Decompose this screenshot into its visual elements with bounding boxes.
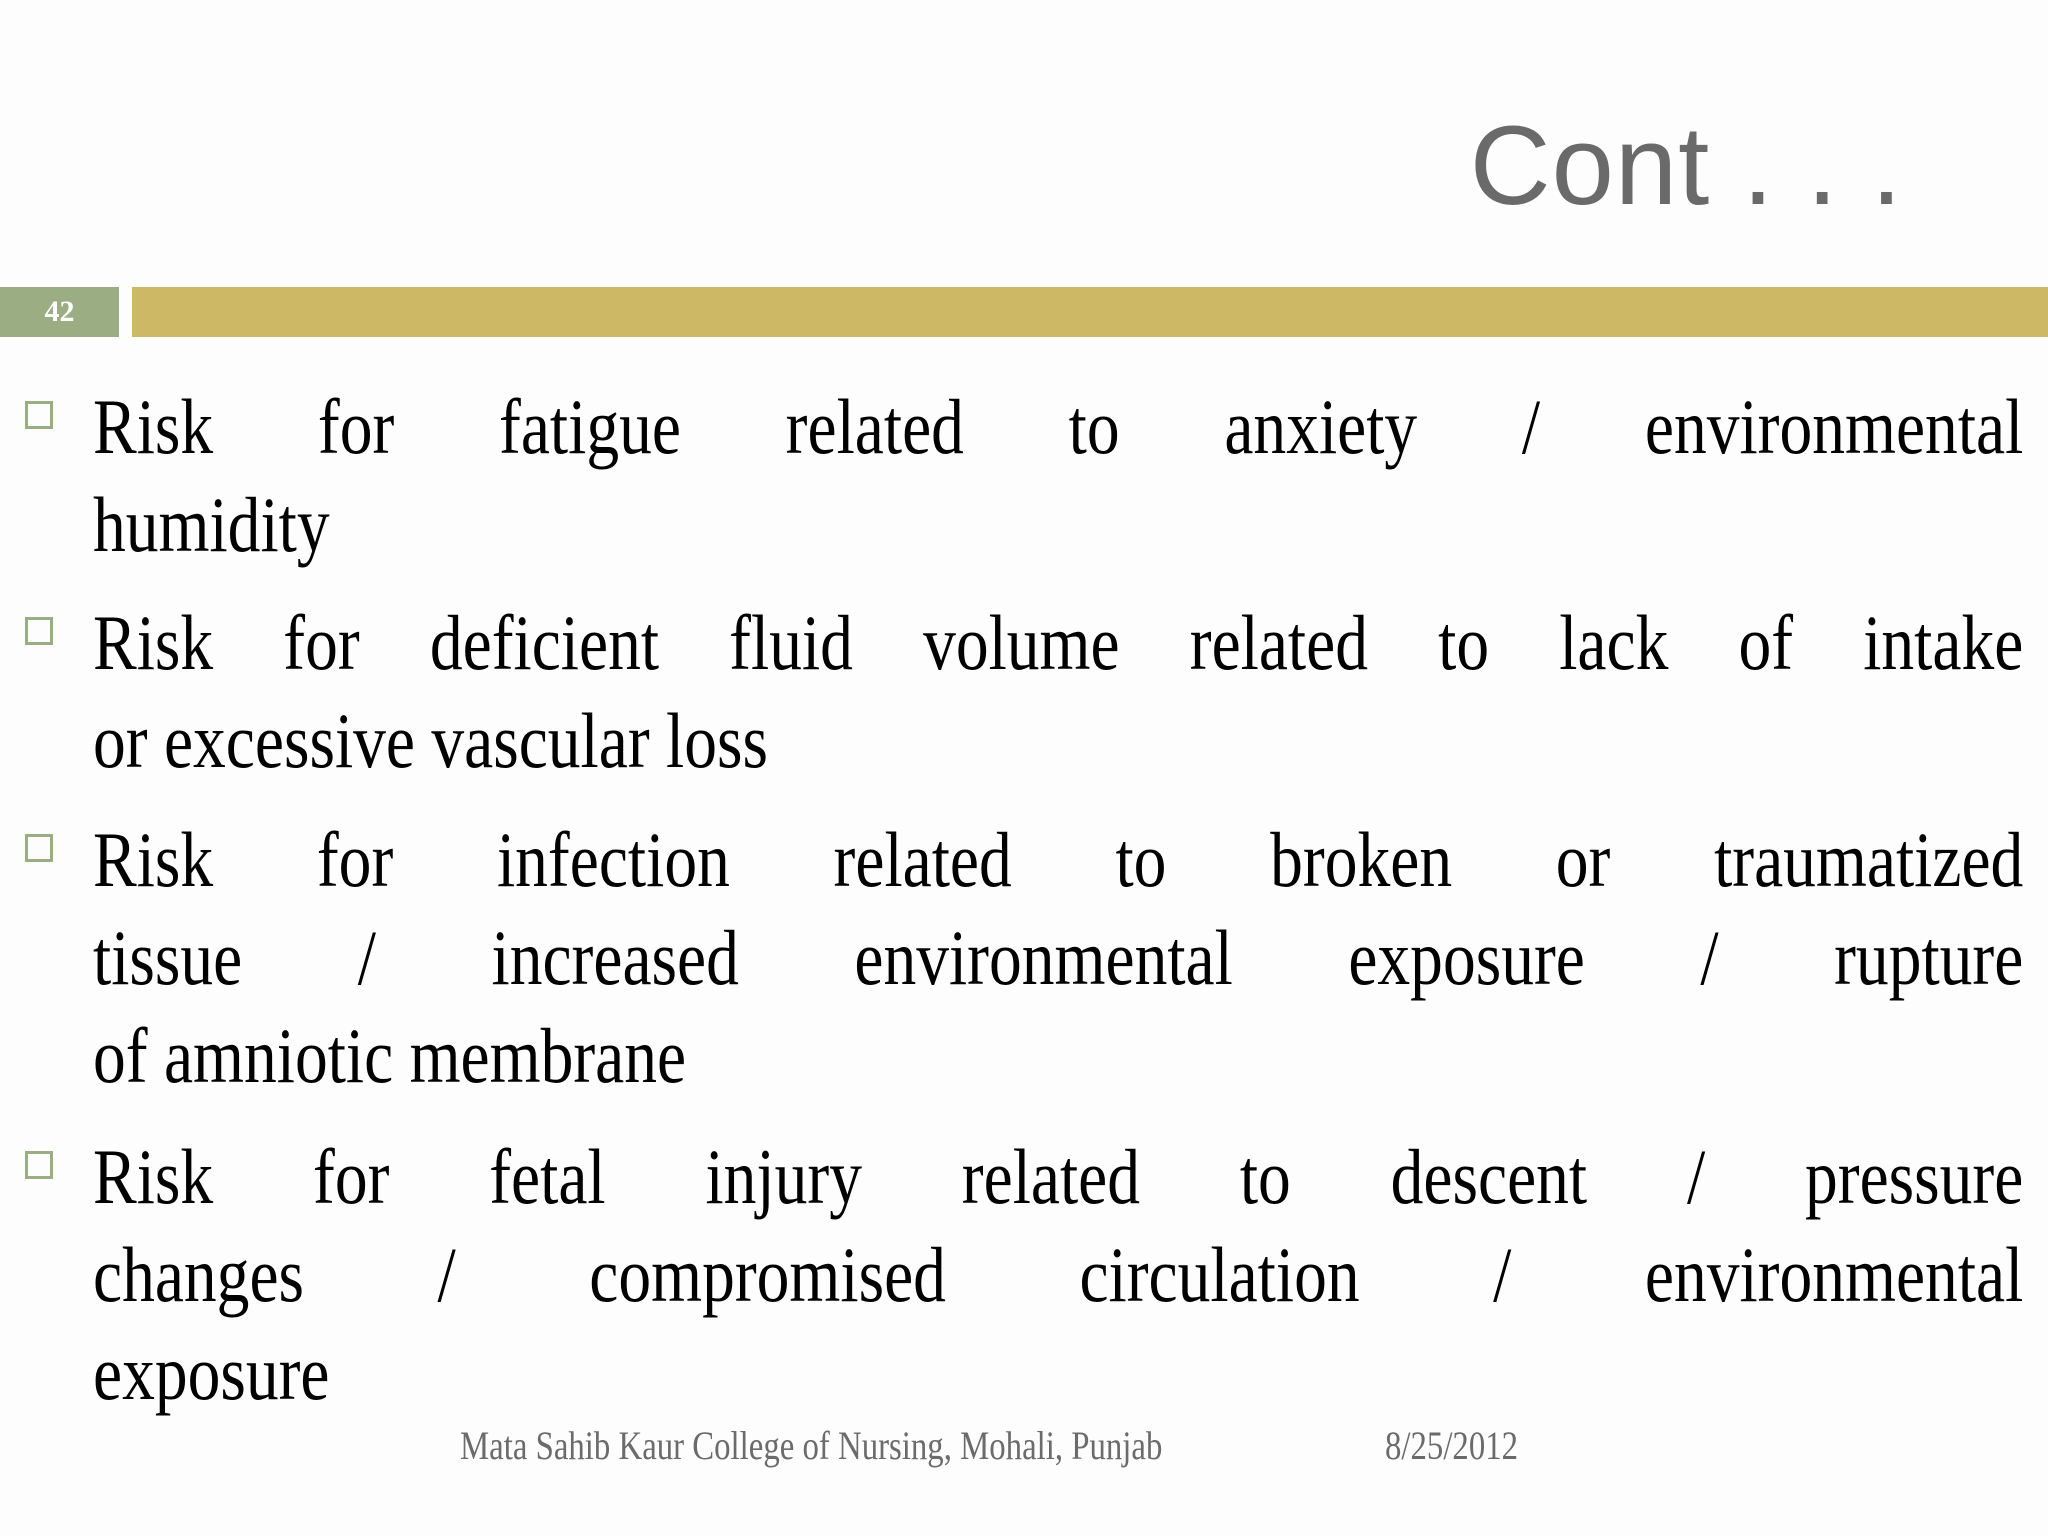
slide-number: 42: [44, 295, 75, 328]
bullet-line-text: or excessive vascular loss: [93, 697, 769, 784]
bullet-line-text: exposure: [93, 1329, 330, 1416]
bullet-line-text: humidity: [93, 481, 330, 568]
bullet-line: [93, 476, 2023, 574]
square-bullet-icon: [25, 617, 53, 645]
square-bullet-icon: [25, 834, 53, 862]
bullet-line: [93, 1007, 2023, 1105]
bullet-line: [93, 909, 2023, 1007]
slide-title: Cont . . .: [1469, 103, 1903, 228]
bullet-line: [93, 1226, 2023, 1324]
bullet-line: [93, 1128, 2023, 1226]
bullet-line: [93, 692, 2023, 790]
footer-institution: Mata Sahib Kaur College of Nursing, Mohali, Punjab: [460, 1423, 1163, 1468]
accent-bar: [132, 287, 2048, 337]
bullet-line-text: Risk for deficient fluid volume related to lack of intake: [93, 599, 2024, 686]
bullet-line-text: Risk for fatigue related to anxiety / environmental: [93, 383, 2024, 470]
bullet-line-text: Risk for fetal injury related to descent / pressure: [93, 1133, 2024, 1220]
slide-number-badge: [0, 287, 119, 337]
bullet-line-text: of amniotic membrane: [93, 1012, 687, 1099]
bullet-line-text: changes / compromised circulation / environmental: [93, 1231, 2024, 1318]
square-bullet-icon: [25, 401, 53, 429]
bullet-line: [93, 1324, 2023, 1422]
bullet-line: [93, 811, 2023, 909]
bullet-line-text: Risk for infection related to broken or traumatized: [93, 816, 2024, 903]
square-bullet-icon: [25, 1151, 53, 1179]
bullet-line: [93, 378, 2023, 476]
footer-date: 8/25/2012: [1385, 1423, 1519, 1468]
bullet-line-text: tissue / increased environmental exposure / rupture: [93, 914, 2024, 1001]
bullet-line: [93, 594, 2023, 692]
